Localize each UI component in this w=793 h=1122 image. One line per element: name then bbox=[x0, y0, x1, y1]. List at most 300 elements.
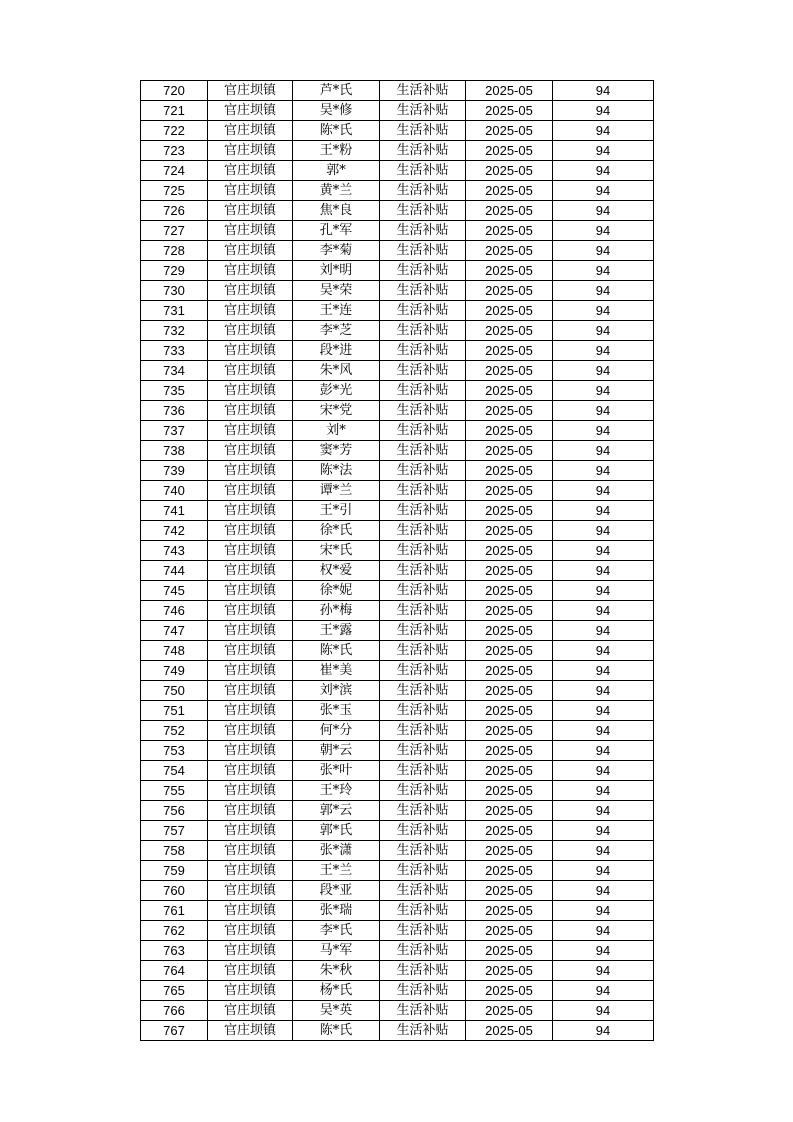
town-cell: 官庄坝镇 bbox=[208, 821, 293, 841]
town-cell: 官庄坝镇 bbox=[208, 401, 293, 421]
town-cell: 官庄坝镇 bbox=[208, 901, 293, 921]
subsidy-type-cell: 生活补贴 bbox=[380, 841, 466, 861]
amount-cell: 94 bbox=[553, 1021, 654, 1041]
town-cell: 官庄坝镇 bbox=[208, 661, 293, 681]
row-number-cell: 727 bbox=[141, 221, 208, 241]
person-name-cell: 黄*兰 bbox=[293, 181, 380, 201]
town-cell: 官庄坝镇 bbox=[208, 881, 293, 901]
amount-cell: 94 bbox=[553, 421, 654, 441]
amount-cell: 94 bbox=[553, 201, 654, 221]
subsidy-type-cell: 生活补贴 bbox=[380, 981, 466, 1001]
amount-cell: 94 bbox=[553, 701, 654, 721]
amount-cell: 94 bbox=[553, 861, 654, 881]
amount-cell: 94 bbox=[553, 941, 654, 961]
town-cell: 官庄坝镇 bbox=[208, 361, 293, 381]
amount-cell: 94 bbox=[553, 821, 654, 841]
table-row bbox=[141, 621, 654, 641]
town-cell: 官庄坝镇 bbox=[208, 121, 293, 141]
row-number-cell: 751 bbox=[141, 701, 208, 721]
amount-cell: 94 bbox=[553, 461, 654, 481]
subsidy-type-cell: 生活补贴 bbox=[380, 581, 466, 601]
period-cell: 2025-05 bbox=[466, 881, 553, 901]
amount-cell: 94 bbox=[553, 341, 654, 361]
row-number-cell: 729 bbox=[141, 261, 208, 281]
table-row bbox=[141, 841, 654, 861]
row-number-cell: 745 bbox=[141, 581, 208, 601]
row-number-cell: 764 bbox=[141, 961, 208, 981]
town-cell: 官庄坝镇 bbox=[208, 841, 293, 861]
table-row bbox=[141, 981, 654, 1001]
table-row bbox=[141, 801, 654, 821]
person-name-cell: 何*分 bbox=[293, 721, 380, 741]
subsidy-type-cell: 生活补贴 bbox=[380, 421, 466, 441]
period-cell: 2025-05 bbox=[466, 661, 553, 681]
person-name-cell: 马*军 bbox=[293, 941, 380, 961]
person-name-cell: 李*菊 bbox=[293, 241, 380, 261]
period-cell: 2025-05 bbox=[466, 541, 553, 561]
amount-cell: 94 bbox=[553, 101, 654, 121]
subsidy-type-cell: 生活补贴 bbox=[380, 81, 466, 101]
town-cell: 官庄坝镇 bbox=[208, 421, 293, 441]
row-number-cell: 733 bbox=[141, 341, 208, 361]
subsidy-type-cell: 生活补贴 bbox=[380, 561, 466, 581]
table-row bbox=[141, 701, 654, 721]
period-cell: 2025-05 bbox=[466, 701, 553, 721]
period-cell: 2025-05 bbox=[466, 761, 553, 781]
amount-cell: 94 bbox=[553, 401, 654, 421]
amount-cell: 94 bbox=[553, 181, 654, 201]
amount-cell: 94 bbox=[553, 301, 654, 321]
town-cell: 官庄坝镇 bbox=[208, 701, 293, 721]
town-cell: 官庄坝镇 bbox=[208, 741, 293, 761]
subsidy-type-cell: 生活补贴 bbox=[380, 461, 466, 481]
town-cell: 官庄坝镇 bbox=[208, 381, 293, 401]
period-cell: 2025-05 bbox=[466, 501, 553, 521]
period-cell: 2025-05 bbox=[466, 301, 553, 321]
subsidy-type-cell: 生活补贴 bbox=[380, 1001, 466, 1021]
town-cell: 官庄坝镇 bbox=[208, 941, 293, 961]
person-name-cell: 朱*风 bbox=[293, 361, 380, 381]
period-cell: 2025-05 bbox=[466, 441, 553, 461]
person-name-cell: 焦*良 bbox=[293, 201, 380, 221]
table-row bbox=[141, 281, 654, 301]
row-number-cell: 730 bbox=[141, 281, 208, 301]
table-row bbox=[141, 321, 654, 341]
person-name-cell: 段*亚 bbox=[293, 881, 380, 901]
subsidy-type-cell: 生活补贴 bbox=[380, 761, 466, 781]
amount-cell: 94 bbox=[553, 621, 654, 641]
person-name-cell: 谭*兰 bbox=[293, 481, 380, 501]
table-row bbox=[141, 101, 654, 121]
row-number-cell: 744 bbox=[141, 561, 208, 581]
table-row bbox=[141, 741, 654, 761]
person-name-cell: 张*瑞 bbox=[293, 901, 380, 921]
table-row bbox=[141, 921, 654, 941]
amount-cell: 94 bbox=[553, 221, 654, 241]
person-name-cell: 张*叶 bbox=[293, 761, 380, 781]
amount-cell: 94 bbox=[553, 581, 654, 601]
town-cell: 官庄坝镇 bbox=[208, 141, 293, 161]
table-row bbox=[141, 641, 654, 661]
period-cell: 2025-05 bbox=[466, 581, 553, 601]
person-name-cell: 彭*光 bbox=[293, 381, 380, 401]
row-number-cell: 738 bbox=[141, 441, 208, 461]
subsidy-type-cell: 生活补贴 bbox=[380, 241, 466, 261]
period-cell: 2025-05 bbox=[466, 601, 553, 621]
table-row bbox=[141, 461, 654, 481]
town-cell: 官庄坝镇 bbox=[208, 961, 293, 981]
town-cell: 官庄坝镇 bbox=[208, 201, 293, 221]
period-cell: 2025-05 bbox=[466, 521, 553, 541]
town-cell: 官庄坝镇 bbox=[208, 641, 293, 661]
amount-cell: 94 bbox=[553, 781, 654, 801]
person-name-cell: 芦*氏 bbox=[293, 81, 380, 101]
row-number-cell: 722 bbox=[141, 121, 208, 141]
period-cell: 2025-05 bbox=[466, 261, 553, 281]
subsidy-type-cell: 生活补贴 bbox=[380, 161, 466, 181]
period-cell: 2025-05 bbox=[466, 641, 553, 661]
town-cell: 官庄坝镇 bbox=[208, 861, 293, 881]
amount-cell: 94 bbox=[553, 681, 654, 701]
town-cell: 官庄坝镇 bbox=[208, 521, 293, 541]
subsidy-type-cell: 生活补贴 bbox=[380, 801, 466, 821]
town-cell: 官庄坝镇 bbox=[208, 441, 293, 461]
table-row bbox=[141, 401, 654, 421]
table-row bbox=[141, 301, 654, 321]
period-cell: 2025-05 bbox=[466, 81, 553, 101]
row-number-cell: 743 bbox=[141, 541, 208, 561]
subsidy-type-cell: 生活补贴 bbox=[380, 501, 466, 521]
amount-cell: 94 bbox=[553, 81, 654, 101]
town-cell: 官庄坝镇 bbox=[208, 241, 293, 261]
person-name-cell: 王*露 bbox=[293, 621, 380, 641]
period-cell: 2025-05 bbox=[466, 741, 553, 761]
town-cell: 官庄坝镇 bbox=[208, 681, 293, 701]
town-cell: 官庄坝镇 bbox=[208, 461, 293, 481]
subsidy-type-cell: 生活补贴 bbox=[380, 941, 466, 961]
subsidy-type-cell: 生活补贴 bbox=[380, 601, 466, 621]
table-row bbox=[141, 81, 654, 101]
table-row bbox=[141, 541, 654, 561]
person-name-cell: 李*氏 bbox=[293, 921, 380, 941]
row-number-cell: 742 bbox=[141, 521, 208, 541]
row-number-cell: 746 bbox=[141, 601, 208, 621]
period-cell: 2025-05 bbox=[466, 821, 553, 841]
subsidy-type-cell: 生活补贴 bbox=[380, 961, 466, 981]
amount-cell: 94 bbox=[553, 661, 654, 681]
subsidy-type-cell: 生活补贴 bbox=[380, 821, 466, 841]
town-cell: 官庄坝镇 bbox=[208, 1001, 293, 1021]
period-cell: 2025-05 bbox=[466, 361, 553, 381]
table-row bbox=[141, 561, 654, 581]
row-number-cell: 734 bbox=[141, 361, 208, 381]
amount-cell: 94 bbox=[553, 141, 654, 161]
person-name-cell: 王*连 bbox=[293, 301, 380, 321]
subsidy-type-cell: 生活补贴 bbox=[380, 481, 466, 501]
person-name-cell: 宋*党 bbox=[293, 401, 380, 421]
table-row bbox=[141, 221, 654, 241]
amount-cell: 94 bbox=[553, 561, 654, 581]
amount-cell: 94 bbox=[553, 381, 654, 401]
table-row bbox=[141, 441, 654, 461]
row-number-cell: 753 bbox=[141, 741, 208, 761]
subsidy-type-cell: 生活补贴 bbox=[380, 381, 466, 401]
period-cell: 2025-05 bbox=[466, 141, 553, 161]
amount-cell: 94 bbox=[553, 601, 654, 621]
subsidy-type-cell: 生活补贴 bbox=[380, 221, 466, 241]
row-number-cell: 758 bbox=[141, 841, 208, 861]
amount-cell: 94 bbox=[553, 1001, 654, 1021]
row-number-cell: 737 bbox=[141, 421, 208, 441]
subsidy-type-cell: 生活补贴 bbox=[380, 661, 466, 681]
row-number-cell: 760 bbox=[141, 881, 208, 901]
town-cell: 官庄坝镇 bbox=[208, 1021, 293, 1041]
row-number-cell: 757 bbox=[141, 821, 208, 841]
amount-cell: 94 bbox=[553, 321, 654, 341]
subsidy-type-cell: 生活补贴 bbox=[380, 741, 466, 761]
person-name-cell: 崔*美 bbox=[293, 661, 380, 681]
town-cell: 官庄坝镇 bbox=[208, 541, 293, 561]
table-row bbox=[141, 961, 654, 981]
person-name-cell: 王*兰 bbox=[293, 861, 380, 881]
period-cell: 2025-05 bbox=[466, 341, 553, 361]
table-row bbox=[141, 881, 654, 901]
period-cell: 2025-05 bbox=[466, 241, 553, 261]
town-cell: 官庄坝镇 bbox=[208, 501, 293, 521]
subsidy-type-cell: 生活补贴 bbox=[380, 301, 466, 321]
town-cell: 官庄坝镇 bbox=[208, 781, 293, 801]
person-name-cell: 郭* bbox=[293, 161, 380, 181]
row-number-cell: 755 bbox=[141, 781, 208, 801]
period-cell: 2025-05 bbox=[466, 421, 553, 441]
table-row bbox=[141, 341, 654, 361]
row-number-cell: 750 bbox=[141, 681, 208, 701]
person-name-cell: 张*潇 bbox=[293, 841, 380, 861]
row-number-cell: 763 bbox=[141, 941, 208, 961]
person-name-cell: 杨*氏 bbox=[293, 981, 380, 1001]
person-name-cell: 郭*氏 bbox=[293, 821, 380, 841]
period-cell: 2025-05 bbox=[466, 801, 553, 821]
amount-cell: 94 bbox=[553, 501, 654, 521]
amount-cell: 94 bbox=[553, 481, 654, 501]
subsidy-type-cell: 生活补贴 bbox=[380, 361, 466, 381]
table-row bbox=[141, 1001, 654, 1021]
row-number-cell: 767 bbox=[141, 1021, 208, 1041]
person-name-cell: 王*引 bbox=[293, 501, 380, 521]
table-row bbox=[141, 481, 654, 501]
amount-cell: 94 bbox=[553, 921, 654, 941]
table-row bbox=[141, 141, 654, 161]
period-cell: 2025-05 bbox=[466, 621, 553, 641]
person-name-cell: 段*进 bbox=[293, 341, 380, 361]
amount-cell: 94 bbox=[553, 721, 654, 741]
town-cell: 官庄坝镇 bbox=[208, 261, 293, 281]
town-cell: 官庄坝镇 bbox=[208, 301, 293, 321]
town-cell: 官庄坝镇 bbox=[208, 761, 293, 781]
amount-cell: 94 bbox=[553, 841, 654, 861]
period-cell: 2025-05 bbox=[466, 1001, 553, 1021]
period-cell: 2025-05 bbox=[466, 681, 553, 701]
person-name-cell: 陈*法 bbox=[293, 461, 380, 481]
period-cell: 2025-05 bbox=[466, 281, 553, 301]
table-row bbox=[141, 861, 654, 881]
amount-cell: 94 bbox=[553, 161, 654, 181]
subsidy-type-cell: 生活补贴 bbox=[380, 121, 466, 141]
amount-cell: 94 bbox=[553, 801, 654, 821]
subsidy-type-cell: 生活补贴 bbox=[380, 261, 466, 281]
table-row bbox=[141, 121, 654, 141]
person-name-cell: 朝*云 bbox=[293, 741, 380, 761]
row-number-cell: 748 bbox=[141, 641, 208, 661]
town-cell: 官庄坝镇 bbox=[208, 321, 293, 341]
subsidy-type-cell: 生活补贴 bbox=[380, 681, 466, 701]
amount-cell: 94 bbox=[553, 761, 654, 781]
row-number-cell: 756 bbox=[141, 801, 208, 821]
amount-cell: 94 bbox=[553, 521, 654, 541]
period-cell: 2025-05 bbox=[466, 981, 553, 1001]
subsidy-type-cell: 生活补贴 bbox=[380, 181, 466, 201]
subsidy-type-cell: 生活补贴 bbox=[380, 861, 466, 881]
row-number-cell: 724 bbox=[141, 161, 208, 181]
table-row bbox=[141, 201, 654, 221]
amount-cell: 94 bbox=[553, 281, 654, 301]
period-cell: 2025-05 bbox=[466, 381, 553, 401]
period-cell: 2025-05 bbox=[466, 101, 553, 121]
period-cell: 2025-05 bbox=[466, 1021, 553, 1041]
period-cell: 2025-05 bbox=[466, 841, 553, 861]
period-cell: 2025-05 bbox=[466, 861, 553, 881]
person-name-cell: 朱*秋 bbox=[293, 961, 380, 981]
town-cell: 官庄坝镇 bbox=[208, 101, 293, 121]
row-number-cell: 739 bbox=[141, 461, 208, 481]
subsidy-table-body bbox=[141, 81, 654, 1041]
row-number-cell: 752 bbox=[141, 721, 208, 741]
town-cell: 官庄坝镇 bbox=[208, 561, 293, 581]
table-row bbox=[141, 521, 654, 541]
row-number-cell: 720 bbox=[141, 81, 208, 101]
amount-cell: 94 bbox=[553, 901, 654, 921]
row-number-cell: 754 bbox=[141, 761, 208, 781]
table-row bbox=[141, 681, 654, 701]
town-cell: 官庄坝镇 bbox=[208, 721, 293, 741]
person-name-cell: 窦*芳 bbox=[293, 441, 380, 461]
subsidy-type-cell: 生活补贴 bbox=[380, 341, 466, 361]
row-number-cell: 747 bbox=[141, 621, 208, 641]
period-cell: 2025-05 bbox=[466, 961, 553, 981]
row-number-cell: 728 bbox=[141, 241, 208, 261]
period-cell: 2025-05 bbox=[466, 481, 553, 501]
amount-cell: 94 bbox=[553, 121, 654, 141]
row-number-cell: 735 bbox=[141, 381, 208, 401]
town-cell: 官庄坝镇 bbox=[208, 81, 293, 101]
subsidy-type-cell: 生活补贴 bbox=[380, 781, 466, 801]
person-name-cell: 李*芝 bbox=[293, 321, 380, 341]
subsidy-type-cell: 生活补贴 bbox=[380, 541, 466, 561]
table-row bbox=[141, 361, 654, 381]
subsidy-type-cell: 生活补贴 bbox=[380, 321, 466, 341]
table-row bbox=[141, 1021, 654, 1041]
row-number-cell: 762 bbox=[141, 921, 208, 941]
row-number-cell: 761 bbox=[141, 901, 208, 921]
table-row bbox=[141, 381, 654, 401]
row-number-cell: 749 bbox=[141, 661, 208, 681]
town-cell: 官庄坝镇 bbox=[208, 221, 293, 241]
subsidy-type-cell: 生活补贴 bbox=[380, 881, 466, 901]
subsidy-type-cell: 生活补贴 bbox=[380, 101, 466, 121]
row-number-cell: 721 bbox=[141, 101, 208, 121]
town-cell: 官庄坝镇 bbox=[208, 581, 293, 601]
person-name-cell: 孙*梅 bbox=[293, 601, 380, 621]
period-cell: 2025-05 bbox=[466, 781, 553, 801]
town-cell: 官庄坝镇 bbox=[208, 481, 293, 501]
row-number-cell: 759 bbox=[141, 861, 208, 881]
subsidy-type-cell: 生活补贴 bbox=[380, 921, 466, 941]
row-number-cell: 725 bbox=[141, 181, 208, 201]
table-row bbox=[141, 761, 654, 781]
amount-cell: 94 bbox=[553, 981, 654, 1001]
period-cell: 2025-05 bbox=[466, 901, 553, 921]
person-name-cell: 刘* bbox=[293, 421, 380, 441]
subsidy-type-cell: 生活补贴 bbox=[380, 401, 466, 421]
subsidy-type-cell: 生活补贴 bbox=[380, 141, 466, 161]
subsidy-type-cell: 生活补贴 bbox=[380, 701, 466, 721]
subsidy-type-cell: 生活补贴 bbox=[380, 281, 466, 301]
row-number-cell: 736 bbox=[141, 401, 208, 421]
person-name-cell: 孔*军 bbox=[293, 221, 380, 241]
person-name-cell: 陈*氏 bbox=[293, 1021, 380, 1041]
subsidy-type-cell: 生活补贴 bbox=[380, 721, 466, 741]
person-name-cell: 陈*氏 bbox=[293, 121, 380, 141]
period-cell: 2025-05 bbox=[466, 221, 553, 241]
subsidy-type-cell: 生活补贴 bbox=[380, 201, 466, 221]
amount-cell: 94 bbox=[553, 741, 654, 761]
table-row bbox=[141, 661, 654, 681]
row-number-cell: 766 bbox=[141, 1001, 208, 1021]
table-row bbox=[141, 781, 654, 801]
row-number-cell: 723 bbox=[141, 141, 208, 161]
subsidy-type-cell: 生活补贴 bbox=[380, 621, 466, 641]
period-cell: 2025-05 bbox=[466, 941, 553, 961]
town-cell: 官庄坝镇 bbox=[208, 801, 293, 821]
amount-cell: 94 bbox=[553, 961, 654, 981]
person-name-cell: 郭*云 bbox=[293, 801, 380, 821]
subsidy-type-cell: 生活补贴 bbox=[380, 521, 466, 541]
row-number-cell: 741 bbox=[141, 501, 208, 521]
row-number-cell: 765 bbox=[141, 981, 208, 1001]
row-number-cell: 732 bbox=[141, 321, 208, 341]
amount-cell: 94 bbox=[553, 881, 654, 901]
table-row bbox=[141, 261, 654, 281]
period-cell: 2025-05 bbox=[466, 121, 553, 141]
subsidy-type-cell: 生活补贴 bbox=[380, 641, 466, 661]
table-row bbox=[141, 581, 654, 601]
town-cell: 官庄坝镇 bbox=[208, 161, 293, 181]
town-cell: 官庄坝镇 bbox=[208, 601, 293, 621]
person-name-cell: 吴*修 bbox=[293, 101, 380, 121]
subsidy-type-cell: 生活补贴 bbox=[380, 441, 466, 461]
amount-cell: 94 bbox=[553, 541, 654, 561]
period-cell: 2025-05 bbox=[466, 201, 553, 221]
period-cell: 2025-05 bbox=[466, 461, 553, 481]
person-name-cell: 吴*英 bbox=[293, 1001, 380, 1021]
table-row bbox=[141, 421, 654, 441]
table-row bbox=[141, 901, 654, 921]
person-name-cell: 张*玉 bbox=[293, 701, 380, 721]
period-cell: 2025-05 bbox=[466, 561, 553, 581]
person-name-cell: 王*粉 bbox=[293, 141, 380, 161]
person-name-cell: 刘*滨 bbox=[293, 681, 380, 701]
town-cell: 官庄坝镇 bbox=[208, 341, 293, 361]
